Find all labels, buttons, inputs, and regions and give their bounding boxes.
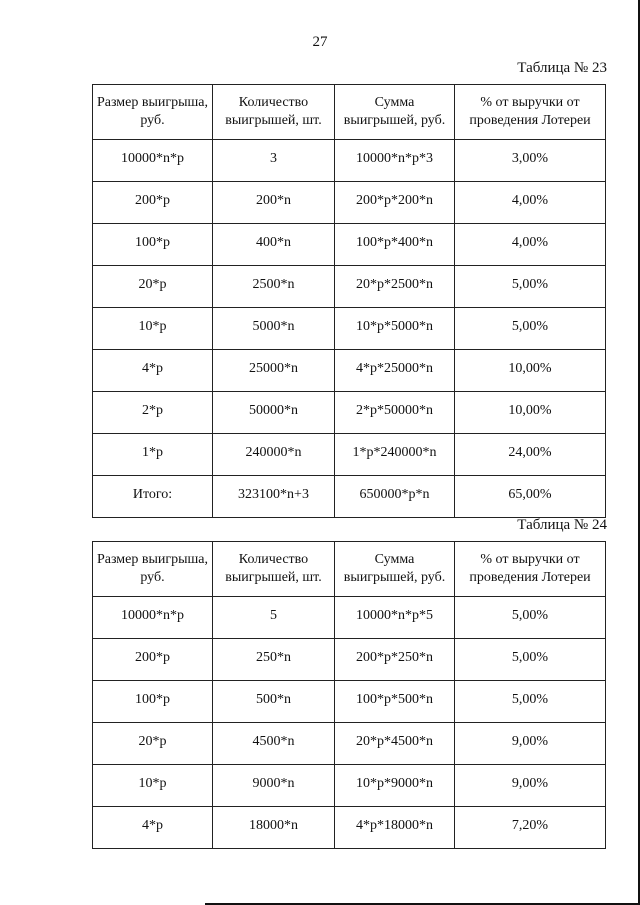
cell-prize-count: 400*n [213,224,335,266]
cell-prize-count: 25000*n [213,350,335,392]
table-caption-23: Таблица № 23 [517,60,607,76]
cell-revenue-percent: 4,00% [455,224,606,266]
cell-prize-size: 100*p [93,224,213,266]
cell-prize-sum: 10000*n*p*5 [335,597,455,639]
cell-prize-sum: 4*p*18000*n [335,807,455,849]
cell-revenue-percent: 9,00% [455,765,606,807]
header-revenue-percent: % от выручки от проведения Лотереи [455,85,606,140]
header-prize-sum: Сумма выигрышей, руб. [335,542,455,597]
cell-revenue-percent: 5,00% [455,308,606,350]
table-header-row [93,85,606,140]
cell-prize-count: 5 [213,597,335,639]
cell-prize-sum: 1*p*240000*n [335,434,455,476]
table-row [93,350,606,392]
cell-prize-count: 4500*n [213,723,335,765]
cell-prize-size: 4*p [93,350,213,392]
prize-table-23 [92,84,606,518]
cell-prize-sum: 20*p*4500*n [335,723,455,765]
cell-prize-count: 323100*n+3 [213,476,335,518]
cell-prize-size: 10*p [93,765,213,807]
table-row [93,140,606,182]
cell-prize-count: 5000*n [213,308,335,350]
cell-revenue-percent: 10,00% [455,392,606,434]
cell-prize-size: 100*p [93,681,213,723]
table-header-row [93,542,606,597]
header-prize-count: Количество выигрышей, шт. [213,85,335,140]
cell-revenue-percent: 24,00% [455,434,606,476]
cell-prize-sum: 200*p*200*n [335,182,455,224]
prize-table-24 [92,541,606,849]
page-number: 27 [312,34,328,50]
table-row [93,765,606,807]
cell-prize-count: 18000*n [213,807,335,849]
cell-prize-count: 9000*n [213,765,335,807]
cell-prize-sum: 100*p*500*n [335,681,455,723]
cell-prize-sum: 4*p*25000*n [335,350,455,392]
cell-prize-size: 20*p [93,266,213,308]
cell-prize-sum: 100*p*400*n [335,224,455,266]
cell-prize-count: 3 [213,140,335,182]
cell-prize-count: 2500*n [213,266,335,308]
table-row [93,681,606,723]
cell-revenue-percent: 5,00% [455,597,606,639]
table-row [93,476,606,518]
table-row [93,723,606,765]
table-row [93,434,606,476]
header-prize-size: Размер выигрыша, руб. [93,542,213,597]
cell-prize-size: 10000*n*p [93,597,213,639]
cell-revenue-percent: 10,00% [455,350,606,392]
cell-prize-count: 200*n [213,182,335,224]
header-prize-count: Количество выигрышей, шт. [213,542,335,597]
cell-revenue-percent: 9,00% [455,723,606,765]
cell-revenue-percent: 4,00% [455,182,606,224]
cell-prize-sum: 20*p*2500*n [335,266,455,308]
table-row [93,182,606,224]
table-row [93,224,606,266]
cell-prize-size: 200*p [93,182,213,224]
table-row [93,308,606,350]
cell-prize-sum: 200*p*250*n [335,639,455,681]
cell-prize-size: 10000*n*p [93,140,213,182]
cell-prize-sum: 10*p*5000*n [335,308,455,350]
cell-revenue-percent: 3,00% [455,140,606,182]
table-row [93,807,606,849]
cell-prize-sum: 650000*p*n [335,476,455,518]
cell-prize-size: 2*p [93,392,213,434]
cell-revenue-percent: 5,00% [455,681,606,723]
cell-revenue-percent: 5,00% [455,266,606,308]
cell-prize-sum: 10000*n*p*3 [335,140,455,182]
table-row [93,392,606,434]
cell-revenue-percent: 7,20% [455,807,606,849]
cell-prize-size: 4*p [93,807,213,849]
table-row [93,639,606,681]
cell-prize-count: 240000*n [213,434,335,476]
table-caption-24: Таблица № 24 [517,517,607,533]
cell-prize-count: 50000*n [213,392,335,434]
table-row [93,597,606,639]
cell-prize-size: 20*p [93,723,213,765]
header-prize-size: Размер выигрыша, руб. [93,85,213,140]
cell-revenue-percent: 65,00% [455,476,606,518]
cell-revenue-percent: 5,00% [455,639,606,681]
table-row [93,266,606,308]
header-prize-sum: Сумма выигрышей, руб. [335,85,455,140]
cell-prize-size: Итого: [93,476,213,518]
cell-prize-size: 200*p [93,639,213,681]
cell-prize-count: 250*n [213,639,335,681]
cell-prize-count: 500*n [213,681,335,723]
cell-prize-sum: 2*p*50000*n [335,392,455,434]
cell-prize-sum: 10*p*9000*n [335,765,455,807]
cell-prize-size: 10*p [93,308,213,350]
cell-prize-size: 1*p [93,434,213,476]
header-revenue-percent: % от выручки от проведения Лотереи [455,542,606,597]
